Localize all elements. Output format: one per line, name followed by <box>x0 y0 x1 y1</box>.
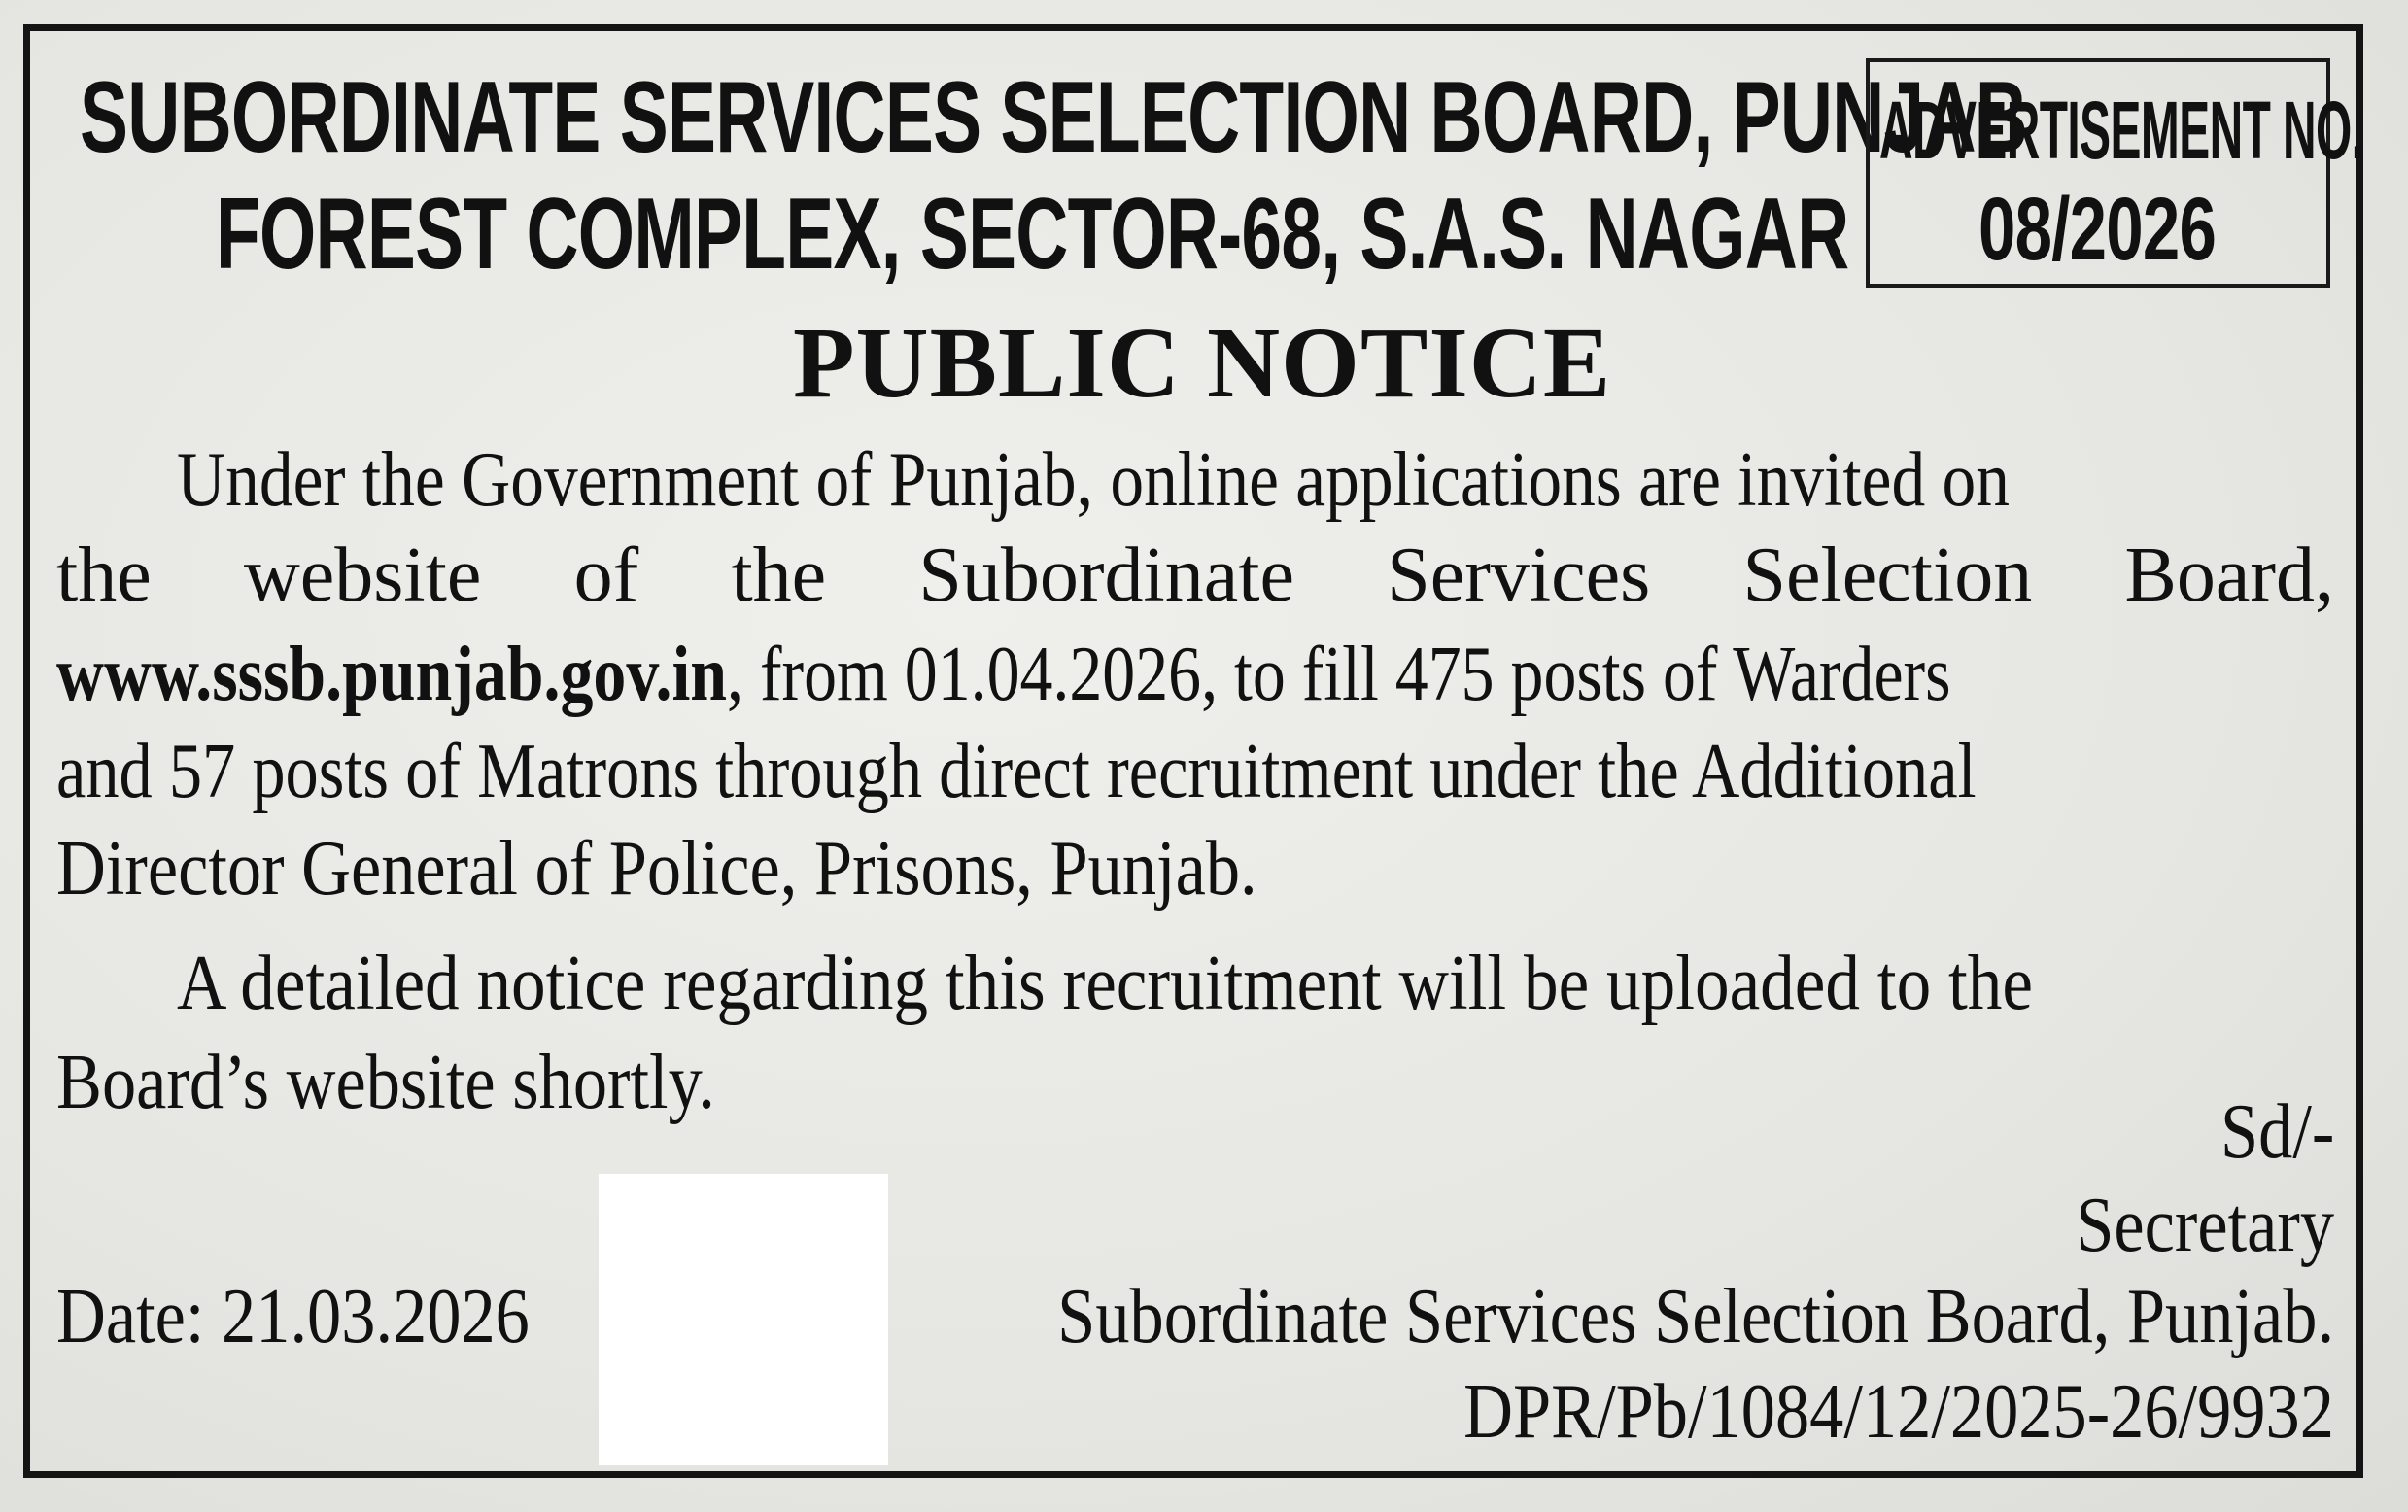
signature-designation: Secretary <box>2076 1183 2334 1268</box>
body-word: the <box>731 533 827 618</box>
body-word: Subordinate <box>918 533 1295 618</box>
body-line-5: Director General of Police, Prisons, Punjab. <box>56 826 1257 911</box>
body-word: website <box>243 533 482 618</box>
signature-organization: Subordinate Services Selection Board, Punjab. <box>1057 1274 2334 1359</box>
redaction-box <box>599 1174 888 1465</box>
body-line-6: A detailed notice regarding this recruitment will be uploaded to the <box>177 941 2033 1026</box>
notice-title: PUBLIC NOTICE <box>793 307 1612 419</box>
advertisement-label: ADVERTISEMENT NO. <box>1879 85 2364 176</box>
body-line-3 <box>56 630 1988 719</box>
dpr-reference: DPR/Pb/1084/12/2025-26/9932 <box>1463 1369 2334 1455</box>
body-line-1: Under the Government of Punjab, online applications are invited on <box>177 437 2010 523</box>
body-word: the <box>56 533 152 618</box>
website-url: www.sssb.punjab.gov.in <box>56 632 728 717</box>
advertisement-number: 08/2026 <box>1978 180 2217 279</box>
advertisement-box <box>1866 58 2364 288</box>
body-line-4: and 57 posts of Matrons through direct recruitment under the Additional <box>56 729 1977 814</box>
notice-date: Date: 21.03.2026 <box>56 1274 530 1359</box>
body-word: of <box>573 533 639 618</box>
body-line-2 <box>56 531 2334 620</box>
body-word: Selection <box>1742 533 2033 618</box>
body-word: Board, <box>2124 533 2334 618</box>
board-name-heading: SUBORDINATE SERVICES SELECTION BOARD, PUNJAB <box>80 61 2028 174</box>
body-line-7: Board’s website shortly. <box>56 1040 715 1125</box>
board-address-heading: FOREST COMPLEX, SECTOR-68, S.A.S. NAGAR <box>216 178 1849 291</box>
body-word: Services <box>1387 533 1651 618</box>
body-line-3-text: , from 01.04.2026, to fill 475 posts of Warders <box>727 632 1951 717</box>
signature-sd: Sd/- <box>2219 1089 2334 1175</box>
